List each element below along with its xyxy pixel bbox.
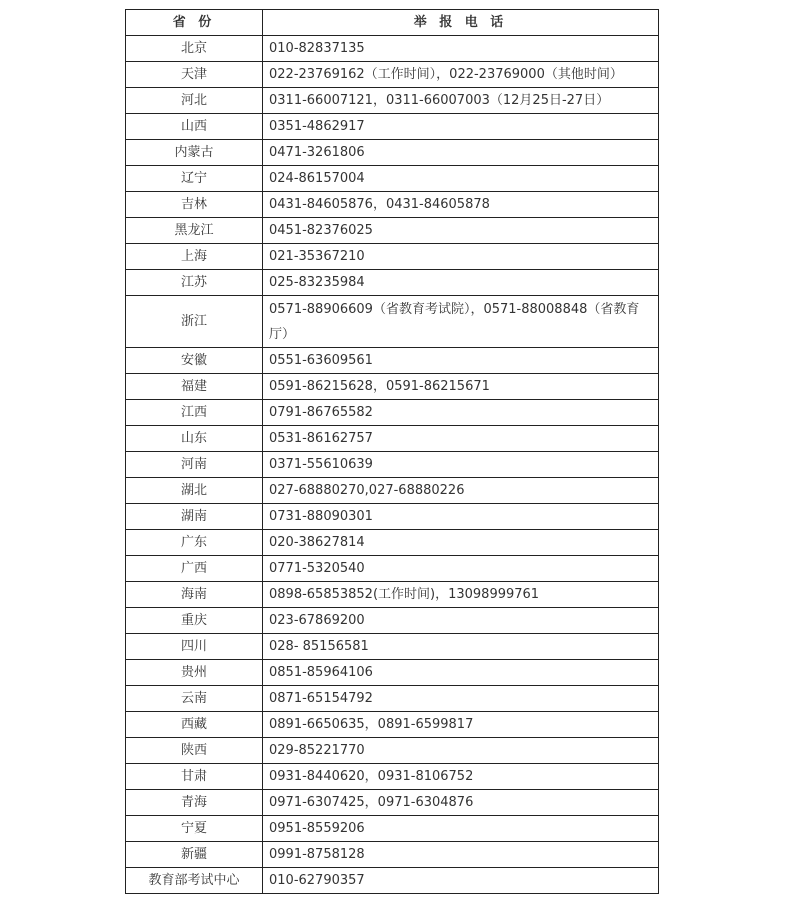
province-cell: 江苏 (126, 270, 263, 296)
province-cell: 湖北 (126, 478, 263, 504)
table-row (126, 582, 659, 608)
province-cell: 贵州 (126, 660, 263, 686)
phone-cell: 0791-86765582 (263, 400, 659, 426)
province-cell: 重庆 (126, 608, 263, 634)
phone-cell: 0451-82376025 (263, 218, 659, 244)
province-cell: 上海 (126, 244, 263, 270)
phone-cell: 027-68880270,027-68880226 (263, 478, 659, 504)
table-row (126, 36, 659, 62)
table-row (126, 712, 659, 738)
phone-cell: 0571-88906609（省教育考试院），0571-88008848（省教育厅） (263, 296, 659, 348)
phone-cell: 0471-3261806 (263, 140, 659, 166)
phone-cell: 0931-8440620，0931-8106752 (263, 764, 659, 790)
table-body (126, 36, 659, 894)
province-cell: 广东 (126, 530, 263, 556)
table-row (126, 270, 659, 296)
table-row (126, 738, 659, 764)
phone-cell: 020-38627814 (263, 530, 659, 556)
province-cell: 新疆 (126, 842, 263, 868)
phone-cell: 0311-66007121，0311-66007003（12月25日-27日） (263, 88, 659, 114)
phone-cell: 024-86157004 (263, 166, 659, 192)
table-row (126, 530, 659, 556)
province-cell: 内蒙古 (126, 140, 263, 166)
phone-cell: 0591-86215628，0591-86215671 (263, 374, 659, 400)
phone-cell: 0351-4862917 (263, 114, 659, 140)
phone-cell: 021-35367210 (263, 244, 659, 270)
table-row (126, 88, 659, 114)
table-row (126, 868, 659, 894)
table-row (126, 62, 659, 88)
province-cell: 青海 (126, 790, 263, 816)
table-row (126, 608, 659, 634)
phone-cell: 0531-86162757 (263, 426, 659, 452)
table-row (126, 348, 659, 374)
table-row (126, 790, 659, 816)
phone-cell: 010-62790357 (263, 868, 659, 894)
province-cell: 北京 (126, 36, 263, 62)
province-cell: 山东 (126, 426, 263, 452)
phone-cell: 0431-84605876，0431-84605878 (263, 192, 659, 218)
province-cell: 教育部考试中心 (126, 868, 263, 894)
province-cell: 山西 (126, 114, 263, 140)
phone-cell: 0991-8758128 (263, 842, 659, 868)
phone-cell: 022-23769162（工作时间），022-23769000（其他时间） (263, 62, 659, 88)
province-cell: 吉林 (126, 192, 263, 218)
table-row (126, 192, 659, 218)
table-row (126, 660, 659, 686)
table-row (126, 114, 659, 140)
table-row (126, 634, 659, 660)
phone-cell: 0851-85964106 (263, 660, 659, 686)
province-cell: 广西 (126, 556, 263, 582)
phone-cell: 028- 85156581 (263, 634, 659, 660)
phone-cell: 0551-63609561 (263, 348, 659, 374)
province-cell: 天津 (126, 62, 263, 88)
phone-cell: 029-85221770 (263, 738, 659, 764)
province-cell: 浙江 (126, 296, 263, 348)
phone-cell: 0371-55610639 (263, 452, 659, 478)
province-cell: 陕西 (126, 738, 263, 764)
table-row (126, 374, 659, 400)
table-row (126, 426, 659, 452)
phone-cell: 025-83235984 (263, 270, 659, 296)
province-cell: 西藏 (126, 712, 263, 738)
province-cell: 甘肃 (126, 764, 263, 790)
province-cell: 河南 (126, 452, 263, 478)
table-row (126, 452, 659, 478)
table-row (126, 504, 659, 530)
phone-cell: 0891-6650635，0891-6599817 (263, 712, 659, 738)
province-cell: 福建 (126, 374, 263, 400)
table-row (126, 686, 659, 712)
table-row (126, 400, 659, 426)
phone-cell: 0898-65853852(工作时间)，13098999761 (263, 582, 659, 608)
table-row (126, 244, 659, 270)
province-cell: 河北 (126, 88, 263, 114)
table-row (126, 816, 659, 842)
province-cell: 湖南 (126, 504, 263, 530)
phone-cell: 0731-88090301 (263, 504, 659, 530)
table-row (126, 842, 659, 868)
table-row (126, 556, 659, 582)
province-cell: 黑龙江 (126, 218, 263, 244)
province-cell: 安徽 (126, 348, 263, 374)
phone-cell: 0971-6307425，0971-6304876 (263, 790, 659, 816)
table-row (126, 764, 659, 790)
province-cell: 宁夏 (126, 816, 263, 842)
report-phone-table (125, 9, 659, 894)
phone-cell: 0871-65154792 (263, 686, 659, 712)
table-row (126, 140, 659, 166)
header-province: 省 份 (126, 10, 263, 36)
table-row (126, 166, 659, 192)
phone-cell: 023-67869200 (263, 608, 659, 634)
province-cell: 江西 (126, 400, 263, 426)
table-row (126, 296, 659, 348)
phone-cell: 010-82837135 (263, 36, 659, 62)
province-cell: 辽宁 (126, 166, 263, 192)
table-row (126, 218, 659, 244)
table-header-row (126, 10, 659, 36)
phone-cell: 0771-5320540 (263, 556, 659, 582)
province-cell: 海南 (126, 582, 263, 608)
phone-cell: 0951-8559206 (263, 816, 659, 842)
province-cell: 四川 (126, 634, 263, 660)
header-phone: 举 报 电 话 (263, 10, 659, 36)
province-cell: 云南 (126, 686, 263, 712)
table-row (126, 478, 659, 504)
